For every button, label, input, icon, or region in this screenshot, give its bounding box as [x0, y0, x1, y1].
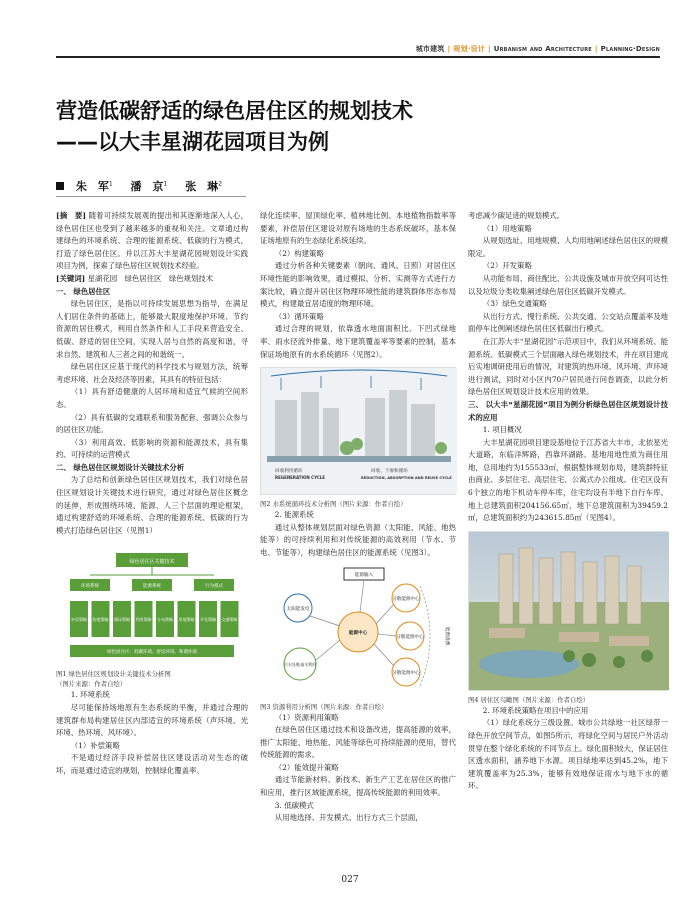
figure-1-source: （图片来源：作者自绘） [56, 680, 127, 689]
fig2-label: 回收利用循环 [275, 469, 303, 475]
paragraph: 通过分析各种关键要素（朝向、通风、日照）对居住区环境性能的影响效果，通过模拟、分析、实测等方式进行方案比较，确立提升居住区物理环境性能的建筑群体形态布局模式，构建最宜居适度的物理环境。 [260, 261, 456, 309]
paragraph: 在绿色居住区通过技术和设备改进，提高能源的效率，推广太阳能、地热能、风能等绿色可持续能源的使用，替代传统能源的需求。 [260, 725, 456, 760]
figure-1-caption: 图1 绿色居住区规划设计关键技术分析图 [56, 670, 171, 679]
svg-text:太阳能发电: 太阳能发电 [286, 606, 310, 612]
svg-text:分散能源中心: 分散能源中心 [396, 634, 424, 640]
column-1 [56, 210, 248, 778]
author: 朱 军$^1$ [75, 180, 113, 193]
fig1-bottom-row [70, 601, 239, 637]
paragraph: （1）具有舒适健康的人居环境和适宜气候的空间形态。 [56, 387, 248, 409]
fig2-label: REGENERATION CYCLE [275, 475, 326, 481]
fig1-strategy-label: 补偿策略 [71, 617, 87, 623]
paragraph: （2）构建策略 [274, 248, 324, 258]
column-2 [260, 210, 456, 825]
figure-1-diagram [56, 545, 248, 665]
paragraph: 1. 项目概况 [482, 425, 522, 435]
header-rule [56, 56, 660, 58]
paragraph: 不是通过经济手段补偿居住区建设活动对生态的破坏，而是通过适宜的规划，控制绿化覆盖率、 [56, 753, 248, 775]
paragraph: 从出行方式、慢行系统、公共交通、公交站点覆盖率及地面停车比例阐述绿色居住区低碳出行模式。 [468, 311, 668, 334]
paragraph: 为了总结和创新绿色居住区规划技术，我们对绿色居住区规划设计关键技术进行研究，通过对绿色居住区概念的延伸，形成围绕环境、能源、人三个层面的理论框架，通过构建舒适的环境系统、合理的能源系统、低碳的行为模式打造绿色居住区（见图1） [56, 475, 248, 535]
paragraph: （2）开发策略 [482, 261, 532, 271]
paragraph: （1）资源利用策略 [274, 712, 339, 722]
paragraph: （1）绿化系统分三级设置。城市公共绿地一社区绿带一绿色开放空间节点，如图5所示，将绿化空间与居民户外活动贯穿在整个绿化系统的不同节点上。绿化面积较大，保证居住区透水面积，涵养地下水源。项目绿地率达到45.2%，地下建筑覆盖率为25.3%，能够有效地保证雨水与地下水的循环。 [468, 718, 668, 791]
fig1-foot-label: 绿色居住区：低碳环境、舒适环境、和谐环境 [107, 650, 197, 656]
paragraph: （3）循环策略 [274, 311, 324, 321]
svg-text:分散能源中心: 分散能源中心 [392, 670, 420, 676]
header-english: Urbanism and Architecture [493, 45, 592, 53]
fig1-strategy-label: 利用策略 [135, 617, 152, 623]
paragraph: 在江苏大丰“星湖花园”示范项目中，我们从环境系统、能源系统、低碳模式三个层面融入绿色规划技术，并在项目建成后实地调研使用后的情况，对建筑的热环境、风环境、声环境进行测试，同时对小区内70户居民进行问卷调查，以此分析绿色居住区规划设计技术应用的效果。 [468, 336, 668, 397]
paragraph: （3）绿色交通策略 [482, 299, 547, 309]
fig2-label: 回收、下渗和循环 [371, 469, 408, 475]
paragraph: 2. 环境系统策略在项目中的应用 [482, 705, 589, 715]
fig3-node: 能源消费 [444, 626, 449, 645]
fig1-strategy-label: 开发策略 [200, 617, 216, 623]
figure-3-caption: 图3 资源利用分析图（图片来源：作者自绘） [260, 702, 388, 711]
fig1-strategy-label: 构建策略 [92, 617, 109, 623]
abstract: [摘 要] 随着可持续发展观的提出和其逐渐地深入人心，绿色居住区也受到了越来越多的重视和关注。文章通过构建绿色的环境系统、合理的能源系统、低碳的行为模式，打造了绿色居住区。并以江苏大丰星湖花园规划设计实践项目为例，探索了绿色居住区规划技术经验。 [56, 211, 248, 271]
author: 潘 京$^1$ [130, 180, 168, 193]
figure-2-caption: 图2 水系统循环技术分析图（图片来源：作者自绘） [260, 500, 407, 509]
paragraph: 通过节能新材料、新技术、新生产工艺在居住区的推广和应用，推行区域能源系统，提高传统能源的利用效率。 [260, 775, 456, 798]
figure-2-water-cycle [260, 367, 456, 495]
svg-text:能源中心: 能源中心 [348, 630, 368, 636]
paragraph: 2. 能源系统 [274, 510, 314, 520]
fig1-mid-label: 能源系统 [143, 584, 161, 590]
page-number: 027 [341, 875, 359, 885]
figure-4-svg [469, 532, 669, 690]
figure-4-aerial-view [468, 531, 668, 691]
fig1-strategy-label: 循环策略 [114, 617, 130, 623]
fig1-strategy-label: 分布策略 [157, 617, 173, 623]
fig1-strategy-label: 交通策略 [221, 617, 238, 623]
svg-text:分散能源中心: 分散能源中心 [392, 596, 420, 602]
paragraph: 1. 环境系统 [70, 690, 110, 700]
fig1-mid-label: 环境系统 [81, 584, 99, 590]
column-3 [468, 210, 668, 793]
figure-4-caption: 图4 居住区鸟瞰图（图片来源：作者自绘） [468, 695, 590, 704]
header-category: Planning·Design [600, 45, 660, 53]
paragraph: （1）补偿策略 [70, 740, 120, 750]
paragraph: 通过从整体规划层面对绿色资源（太阳能、风能、地热能等）的可持续利用和对传统能源的高效利用（节水、节电、节能等），构建绿色居住区的能源系统（见图3）。 [260, 522, 456, 557]
svg-text:能源输入: 能源输入 [354, 572, 374, 578]
title-line-2: ——以大丰星湖花园项目为例 [56, 130, 329, 154]
paragraph: 3. 低碳模式 [274, 800, 314, 810]
title-line-1: 营造低碳舒适的绿色居住区的规划技术 [56, 99, 413, 123]
paragraph: 大丰星湖花园项目建设基地位于江苏省大丰市，北依星光大道路，东临洋辉路，西靠环湖路。基地用地性质为商住用地，总用地约为155533㎡，根据整体规划布局，建筑群特征由商业、多层住宅、高层住宅、公寓式办公组成。住宅区设有6个独立的地下机动车停车库，住宅均设有半地下自行车库。地上总建筑面积204156.65㎡，地下总建筑面积为39459.2㎡，总建筑面积约为243615.85㎡（见图4）。 [468, 437, 668, 523]
figure-3-svg [260, 566, 456, 698]
paragraph: 绿色居住区，是指以可持续发展思想为指导，在满足人们居住条件的基础上，能够最大限度地保护环境、节约资源的居住模式，利用自然条件和人工手段来营造安全、低碳、舒适的居住空间，实现人居与自然的高度和谐，寻求自然、建筑和人三者之间的和谐统一。 [56, 299, 248, 359]
author-rule [56, 196, 246, 197]
figure-3-resource-diagram [260, 566, 456, 698]
paragraph: 从用地选择、开发模式、出行方式三个层面， [274, 813, 423, 823]
fig1-mid-row [70, 579, 234, 591]
keywords: [关键词] 星湖花园 绿色居住区 绿色规划技术 [56, 273, 214, 283]
section-heading-3: 三、 以大丰“星湖花园”项目为例分析绿色居住区规划设计技术的应用 [468, 399, 668, 422]
article-title [56, 96, 413, 158]
fig2-label: REDUCTION, ABSORPTION AND REUSE CYCLE [361, 476, 452, 481]
paragraph: 从功能布局、商住配比、公共设施及城市开放空间可达性以及垃圾分类收集阐述绿色居住区低碳开发模式。 [468, 273, 668, 296]
fig1-mid-label: 行为模式 [205, 584, 223, 590]
paragraph: （3）利用高效、低影响的资源和能源技术，具有集约、可持续的运营模式 [56, 437, 248, 460]
author-list [56, 178, 236, 194]
paragraph: 考虑减少碳足迹的规划模式。 [468, 211, 565, 220]
figure-1-svg [56, 545, 248, 665]
header-journal: 城市建筑 [415, 45, 445, 53]
paragraph: 绿化连续率、屋顶绿化率、植林地比例、本地植物指数率等要素，补偿居住区建设对原有场地的生态系统破坏，基本保证场地原有的生态绿化系统延续。 [260, 211, 456, 246]
author-bullet-icon [56, 182, 64, 190]
paragraph: 尽可能保持场地原有生态系统的平衡，并通过合理的建筑群布局构建居住区内部适宜的环境系统（声环境、光环境、热环境、风环境）。 [56, 703, 248, 738]
paragraph: 从规划选址、用地规模、人均用地阐述绿色居住区的规模限定。 [468, 236, 668, 258]
header-section: 规划·设计 [453, 45, 485, 53]
paragraph: 绿色居住区应基于现代的科学技术与规划方法，统筹考虑环境、社会及经济等因素，其具有的特征包括： [56, 362, 248, 384]
figure-2-svg [261, 368, 457, 494]
section-heading-1: 一、 绿色居住区 [56, 286, 111, 296]
fig1-strategy-label: 用地策略 [178, 617, 195, 623]
svg-text:污水处理/雨水利用: 污水处理/雨水利用 [284, 661, 316, 667]
paragraph: （1）用地策略 [482, 223, 532, 233]
running-header: 城市建筑 | 规划·设计 | Urbanism and Architecture | Planning·Design [415, 45, 660, 53]
section-heading-2: 二、 绿色居住区规划设计关键技术分析 [56, 462, 185, 472]
paragraph: （2）能效提升策略 [274, 762, 339, 772]
paragraph: （2）具有低碳的交通联系和服务配套、强调公众参与的居住区功能。 [56, 412, 248, 435]
author: 张 琳$^2$ [185, 180, 223, 193]
fig1-top-label: 绿色居住区关键技术 [129, 559, 175, 566]
paragraph: 通过合理的规划，依靠透水地面面积比、下凹式绿地率、雨水径流外排量、地下建筑覆盖率等要素的控制，基本保证场地原有的水系统循环（见图2）。 [260, 324, 456, 359]
